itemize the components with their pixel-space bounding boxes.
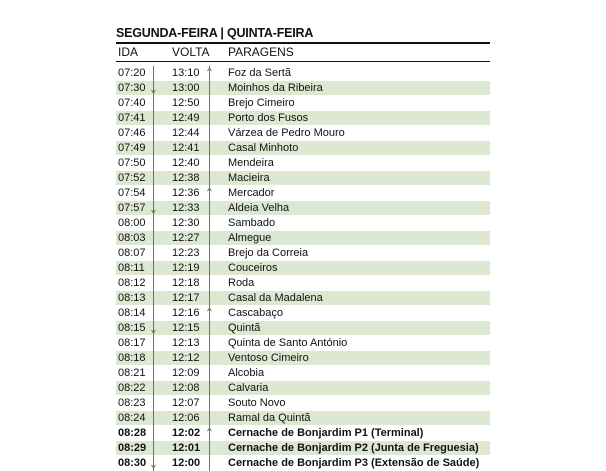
timetable-row	[116, 111, 490, 126]
ida-time: 08:14	[118, 307, 146, 319]
volta-separator	[209, 81, 210, 96]
volta-time: 12:16	[172, 307, 200, 319]
ida-time: 07:46	[118, 127, 146, 139]
ida-time: 08:11	[118, 262, 145, 274]
volta-separator	[209, 171, 210, 186]
volta-time: 12:06	[172, 412, 200, 424]
ida-separator	[153, 366, 154, 381]
timetable-row	[116, 456, 490, 471]
ida-separator	[153, 231, 154, 246]
volta-time: 12:09	[172, 367, 200, 379]
timetable-row	[116, 201, 490, 216]
volta-separator	[209, 366, 210, 381]
ida-time: 08:18	[118, 352, 146, 364]
stop-name: Quinta de Santo António	[228, 337, 348, 349]
ida-time: 07:54	[118, 187, 146, 199]
volta-separator	[209, 396, 210, 411]
stop-name: Calvaria	[228, 382, 269, 394]
timetable-row	[116, 171, 490, 186]
stop-name: Brejo Cimeiro	[228, 97, 295, 109]
volta-separator	[209, 321, 210, 336]
timetable-row	[116, 126, 490, 141]
ida-time: 08:12	[118, 277, 146, 289]
ida-separator	[153, 111, 154, 126]
ida-separator	[153, 216, 154, 231]
timetable	[116, 26, 490, 471]
stop-name: Cascabaço	[228, 307, 284, 319]
stop-name: Casal Minhoto	[228, 142, 299, 154]
timetable-row	[116, 81, 490, 96]
ida-time: 08:15	[118, 322, 146, 334]
ida-time: 08:21	[118, 367, 146, 379]
column-header-row	[116, 44, 490, 61]
volta-separator	[209, 141, 210, 156]
ida-time: 08:17	[118, 337, 146, 349]
stop-name: Almegue	[228, 232, 272, 244]
volta-time: 12:01	[172, 442, 201, 454]
volta-time: 12:07	[172, 397, 200, 409]
volta-separator	[209, 201, 210, 216]
volta-separator	[209, 441, 210, 456]
stop-name: Mercador	[228, 187, 275, 199]
direction-up-arrow-icon	[207, 187, 212, 193]
ida-separator	[153, 276, 154, 291]
stop-name: Moinhos da Ribeira	[228, 82, 323, 94]
ida-separator	[153, 336, 154, 351]
stop-name: Souto Novo	[228, 397, 286, 409]
ida-time: 07:52	[118, 172, 146, 184]
timetable-row	[116, 306, 490, 321]
volta-time: 12:08	[172, 382, 200, 394]
ida-time: 08:13	[118, 292, 146, 304]
volta-time: 12:15	[172, 322, 200, 334]
volta-separator	[209, 246, 210, 261]
stop-name: Cernache de Bonjardim P3 (Extensão de Saúde)	[228, 457, 480, 469]
ida-separator	[153, 411, 154, 426]
timetable-row	[116, 246, 490, 261]
timetable-row	[116, 231, 490, 246]
volta-separator	[209, 216, 210, 231]
volta-time: 12:27	[172, 232, 200, 244]
schedule-title: SEGUNDA-FEIRA | QUINTA-FEIRA	[116, 26, 314, 40]
timetable-row	[116, 216, 490, 231]
ida-separator	[153, 126, 154, 141]
volta-separator	[209, 381, 210, 396]
direction-down-arrow-icon	[151, 463, 156, 469]
stop-name: Alcobia	[228, 367, 265, 379]
timetable-row	[116, 336, 490, 351]
ida-separator	[153, 291, 154, 306]
ida-separator	[153, 246, 154, 261]
timetable-rows	[116, 66, 490, 471]
volta-time: 12:33	[172, 202, 200, 214]
ida-separator	[153, 396, 154, 411]
stop-name: Porto dos Fusos	[228, 112, 309, 124]
ida-separator	[153, 156, 154, 171]
ida-separator	[153, 351, 154, 366]
volta-time: 12:02	[172, 427, 201, 439]
timetable-row	[116, 351, 490, 366]
timetable-row	[116, 291, 490, 306]
direction-up-arrow-icon	[207, 427, 212, 433]
direction-down-arrow-icon	[151, 88, 156, 94]
volta-time: 13:00	[172, 82, 200, 94]
timetable-row	[116, 276, 490, 291]
volta-separator	[209, 411, 210, 426]
ida-time: 08:00	[118, 217, 146, 229]
header-ida: IDA	[118, 45, 139, 59]
timetable-row	[116, 141, 490, 156]
ida-separator	[153, 306, 154, 321]
ida-separator	[153, 141, 154, 156]
volta-separator	[209, 456, 210, 471]
volta-separator	[209, 126, 210, 141]
ida-separator	[153, 66, 154, 81]
stop-name: Ramal da Quintã	[228, 412, 311, 424]
stop-name: Aldeia Velha	[228, 202, 290, 214]
volta-time: 12:13	[172, 337, 200, 349]
ida-time: 07:30	[118, 82, 146, 94]
ida-separator	[153, 171, 154, 186]
direction-up-arrow-icon	[207, 307, 212, 313]
volta-time: 12:30	[172, 217, 200, 229]
direction-down-arrow-icon	[151, 208, 156, 214]
timetable-row	[116, 96, 490, 111]
timetable-row	[116, 186, 490, 201]
timetable-row	[116, 366, 490, 381]
ida-time: 07:41	[118, 112, 146, 124]
timetable-row	[116, 321, 490, 336]
stop-name: Sambado	[228, 217, 276, 229]
stop-name: Casal da Madalena	[228, 292, 323, 304]
timetable-row	[116, 441, 490, 456]
volta-time: 12:50	[172, 97, 200, 109]
timetable-row	[116, 396, 490, 411]
ida-time: 08:22	[118, 382, 146, 394]
volta-time: 12:12	[172, 352, 200, 364]
ida-time: 07:20	[118, 67, 146, 79]
volta-time: 12:18	[172, 277, 200, 289]
direction-up-arrow-icon	[207, 67, 212, 73]
timetable-row	[116, 66, 490, 81]
timetable-row	[116, 426, 490, 441]
ida-time: 07:49	[118, 142, 146, 154]
header-stops: PARAGENS	[228, 45, 294, 59]
stop-name: Macieira	[228, 172, 270, 184]
stop-name: Cernache de Bonjardim P1 (Terminal)	[228, 427, 424, 439]
ida-separator	[153, 426, 154, 441]
ida-time: 08:23	[118, 397, 146, 409]
stop-name: Várzea de Pedro Mouro	[228, 127, 345, 139]
timetable-row	[116, 261, 490, 276]
ida-time: 08:24	[118, 412, 146, 424]
header-divider	[116, 61, 490, 62]
ida-separator	[153, 186, 154, 201]
ida-time: 07:50	[118, 157, 146, 169]
volta-separator	[209, 291, 210, 306]
ida-time: 07:40	[118, 97, 146, 109]
stop-name: Mendeira	[228, 157, 274, 169]
volta-time: 12:49	[172, 112, 200, 124]
volta-separator	[209, 231, 210, 246]
ida-time: 08:29	[118, 442, 147, 454]
ida-separator	[153, 381, 154, 396]
direction-down-arrow-icon	[151, 328, 156, 334]
stop-name: Brejo da Correia	[228, 247, 309, 259]
ida-time: 07:57	[118, 202, 146, 214]
stop-name: Foz da Sertã	[228, 67, 291, 79]
timetable-row	[116, 411, 490, 426]
volta-time: 13:10	[172, 67, 200, 79]
ida-separator	[153, 261, 154, 276]
timetable-row	[116, 381, 490, 396]
ida-time: 08:30	[118, 457, 147, 469]
volta-time: 12:36	[172, 187, 200, 199]
volta-time: 12:00	[172, 457, 201, 469]
volta-time: 12:44	[172, 127, 200, 139]
stop-name: Cernache de Bonjardim P2 (Junta de Freguesia)	[228, 442, 479, 454]
ida-time: 08:07	[118, 247, 146, 259]
ida-separator	[153, 96, 154, 111]
ida-time: 08:03	[118, 232, 146, 244]
header-volta: VOLTA	[172, 45, 210, 59]
volta-separator	[209, 351, 210, 366]
volta-separator	[209, 156, 210, 171]
ida-time: 08:28	[118, 427, 147, 439]
volta-time: 12:41	[172, 142, 200, 154]
volta-separator	[209, 261, 210, 276]
volta-separator	[209, 336, 210, 351]
ida-separator	[153, 441, 154, 456]
timetable-row	[116, 156, 490, 171]
volta-separator	[209, 111, 210, 126]
volta-time: 12:19	[172, 262, 200, 274]
volta-time: 12:40	[172, 157, 200, 169]
stop-name: Roda	[228, 277, 255, 289]
volta-time: 12:23	[172, 247, 200, 259]
stop-name: Quintã	[228, 322, 261, 334]
volta-time: 12:17	[172, 292, 200, 304]
volta-separator	[209, 276, 210, 291]
volta-time: 12:38	[172, 172, 200, 184]
stop-name: Ventoso Cimeiro	[228, 352, 309, 364]
stop-name: Couceiros	[228, 262, 278, 274]
volta-separator	[209, 96, 210, 111]
